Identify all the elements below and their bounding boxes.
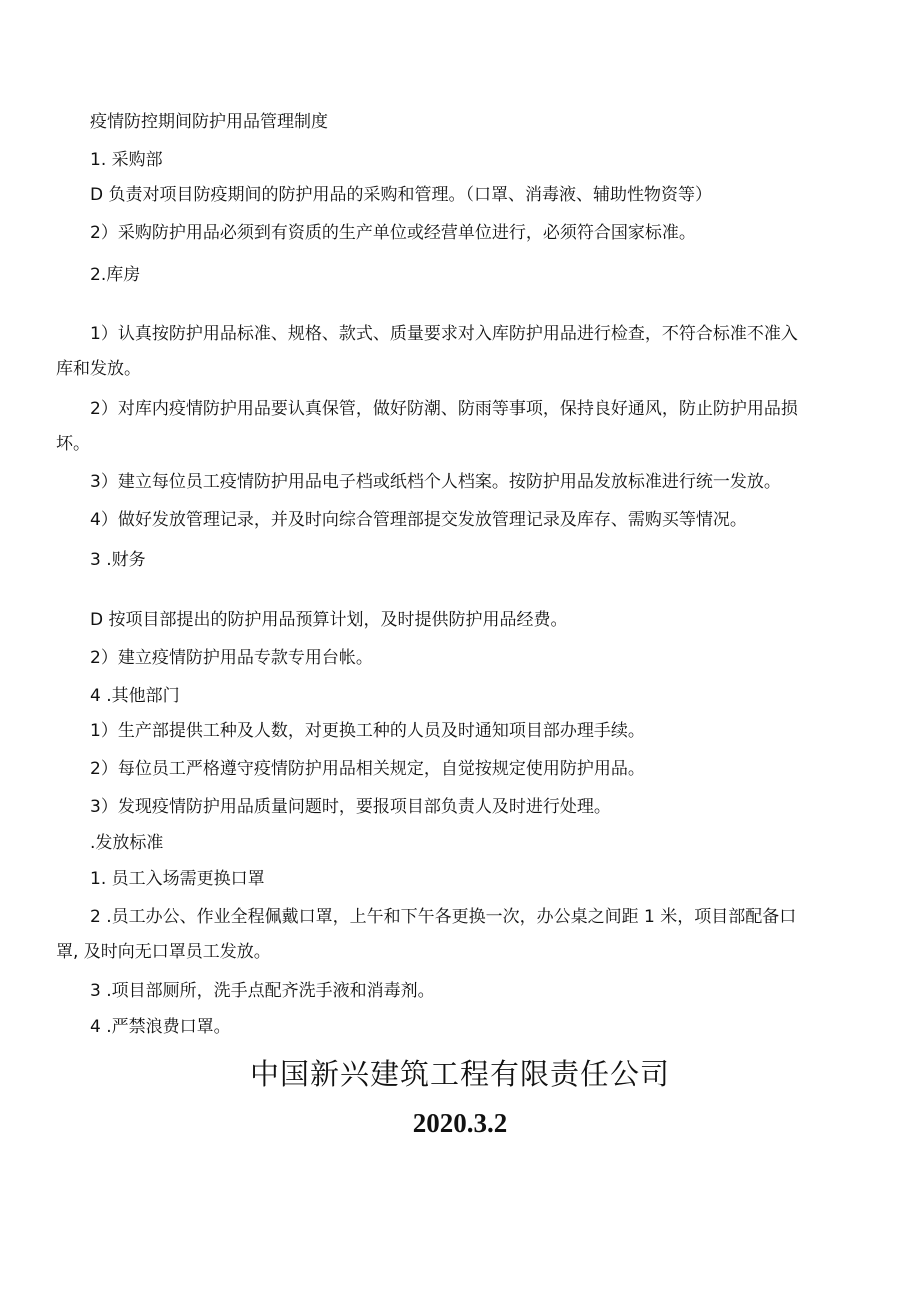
document-title: 疫情防控期间防护用品管理制度 [90, 112, 328, 132]
purchasing-item-1: D 负责对项目防疫期间的防护用品的采购和管理。（口罩、消毒液、辅助性物资等） [90, 185, 712, 205]
purchasing-item-2: 2）采购防护用品必须到有资质的生产单位或经营单位进行，必须符合国家标准。 [90, 223, 696, 243]
section-finance-heading: 3 .财务 [90, 550, 146, 570]
document-date: 2020.3.2 [412, 1108, 508, 1138]
warehouse-item-4: 4）做好发放管理记录，并及时向综合管理部提交发放管理记录及库存、需购买等情况。 [90, 510, 747, 530]
section-purchasing-heading: 1. 采购部 [90, 150, 163, 170]
warehouse-item-2a: 2）对库内疫情防护用品要认真保管，做好防潮、防雨等事项，保持良好通风，防止防护用品损 [90, 399, 798, 419]
standards-item-4: 4 .严禁浪费口罩。 [90, 1017, 231, 1037]
other-item-3: 3）发现疫情防护用品质量问题时，要报项目部负责人及时进行处理。 [90, 797, 611, 817]
warehouse-item-2b: 坏。 [56, 434, 90, 454]
finance-item-1: D 按项目部提出的防护用品预算计划，及时提供防护用品经费。 [90, 610, 568, 630]
standards-item-1: 1. 员工入场需更换口罩 [90, 869, 265, 889]
company-name: 中国新兴建筑工程有限责任公司 [249, 1057, 670, 1091]
section-other-heading: 4 .其他部门 [90, 686, 180, 706]
warehouse-item-1b: 库和发放。 [56, 359, 141, 379]
section-warehouse-heading: 2.库房 [90, 265, 141, 285]
standards-item-2b: 罩, 及时向无口罩员工发放。 [56, 942, 271, 962]
warehouse-item-1a: 1）认真按防护用品标准、规格、款式、质量要求对入库防护用品进行检查，不符合标准不准入 [90, 324, 798, 344]
standards-item-3: 3 .项目部厕所，洗手点配齐洗手液和消毒剂。 [90, 981, 435, 1001]
other-item-2: 2）每位员工严格遵守疫情防护用品相关规定，自觉按规定使用防护用品。 [90, 759, 645, 779]
finance-item-2: 2）建立疫情防护用品专款专用台帐。 [90, 648, 373, 668]
warehouse-item-3: 3）建立每位员工疫情防护用品电子档或纸档个人档案。按防护用品发放标准进行统一发放。 [90, 472, 781, 492]
section-standards-heading: .发放标准 [90, 833, 164, 853]
standards-item-2a: 2 .员工办公、作业全程佩戴口罩，上午和下午各更换一次，办公桌之间距 1 米，项目部配备口 [90, 907, 797, 927]
other-item-1: 1）生产部提供工种及人数，对更换工种的人员及时通知项目部办理手续。 [90, 721, 645, 741]
